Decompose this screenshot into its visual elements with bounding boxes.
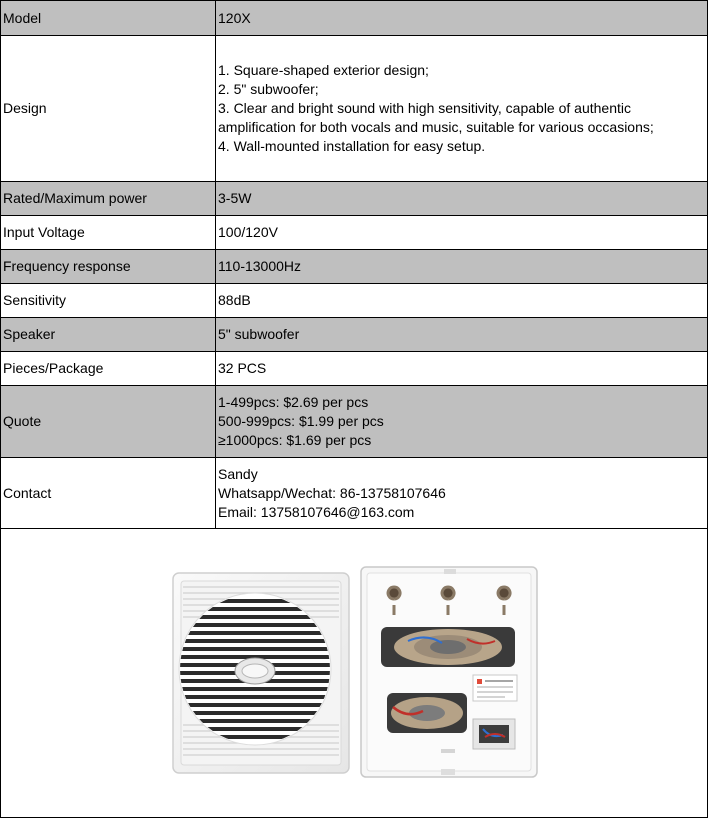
quote-line: 1-499pcs: $2.69 per pcs <box>218 394 369 410</box>
design-line: amplification for both vocals and music, suitable for various occasions; <box>218 119 654 135</box>
value-sensitivity: 88dB <box>216 284 708 318</box>
label-voltage: Input Voltage <box>1 216 216 250</box>
value-voltage: 100/120V <box>216 216 708 250</box>
design-line: 4. Wall-mounted installation for easy setup. <box>218 138 486 154</box>
value-power: 3-5W <box>216 182 708 216</box>
product-photo <box>1 529 707 817</box>
label-frequency: Frequency response <box>1 250 216 284</box>
row-voltage <box>1 216 708 250</box>
product-photo-cell <box>0 528 708 818</box>
speaker-front-icon <box>171 573 349 773</box>
label-sensitivity: Sensitivity <box>1 284 216 318</box>
label-package: Pieces/Package <box>1 352 216 386</box>
design-line: 2. 5" subwoofer; <box>218 81 319 97</box>
label-power: Rated/Maximum power <box>1 182 216 216</box>
label-design: Design <box>1 36 216 182</box>
value-speaker: 5" subwoofer <box>216 318 708 352</box>
value-quote <box>216 386 708 458</box>
row-package <box>1 352 708 386</box>
speaker-back-icon <box>361 567 537 777</box>
quote-line: 500-999pcs: $1.99 per pcs <box>218 413 384 429</box>
value-package: 32 PCS <box>216 352 708 386</box>
contact-name: Sandy <box>218 466 258 482</box>
design-line: 3. Clear and bright sound with high sensitivity, capable of authentic <box>218 100 631 116</box>
row-sensitivity <box>1 284 708 318</box>
value-contact <box>216 458 708 530</box>
row-model <box>1 1 708 36</box>
row-power <box>1 182 708 216</box>
quote-line: ≥1000pcs: $1.69 per pcs <box>218 432 372 448</box>
label-quote: Quote <box>1 386 216 458</box>
row-design <box>1 36 708 182</box>
row-speaker <box>1 318 708 352</box>
row-contact <box>1 458 708 530</box>
value-model: 120X <box>216 1 708 36</box>
label-model: Model <box>1 1 216 36</box>
label-contact: Contact <box>1 458 216 530</box>
label-speaker: Speaker <box>1 318 216 352</box>
value-design <box>216 36 708 182</box>
design-line: 1. Square-shaped exterior design; <box>218 62 429 78</box>
row-frequency <box>1 250 708 284</box>
contact-phone: Whatsapp/Wechat: 86-13758107646 <box>218 485 446 501</box>
row-quote <box>1 386 708 458</box>
value-frequency: 110-13000Hz <box>216 250 708 284</box>
contact-email: Email: 13758107646@163.com <box>218 504 415 520</box>
